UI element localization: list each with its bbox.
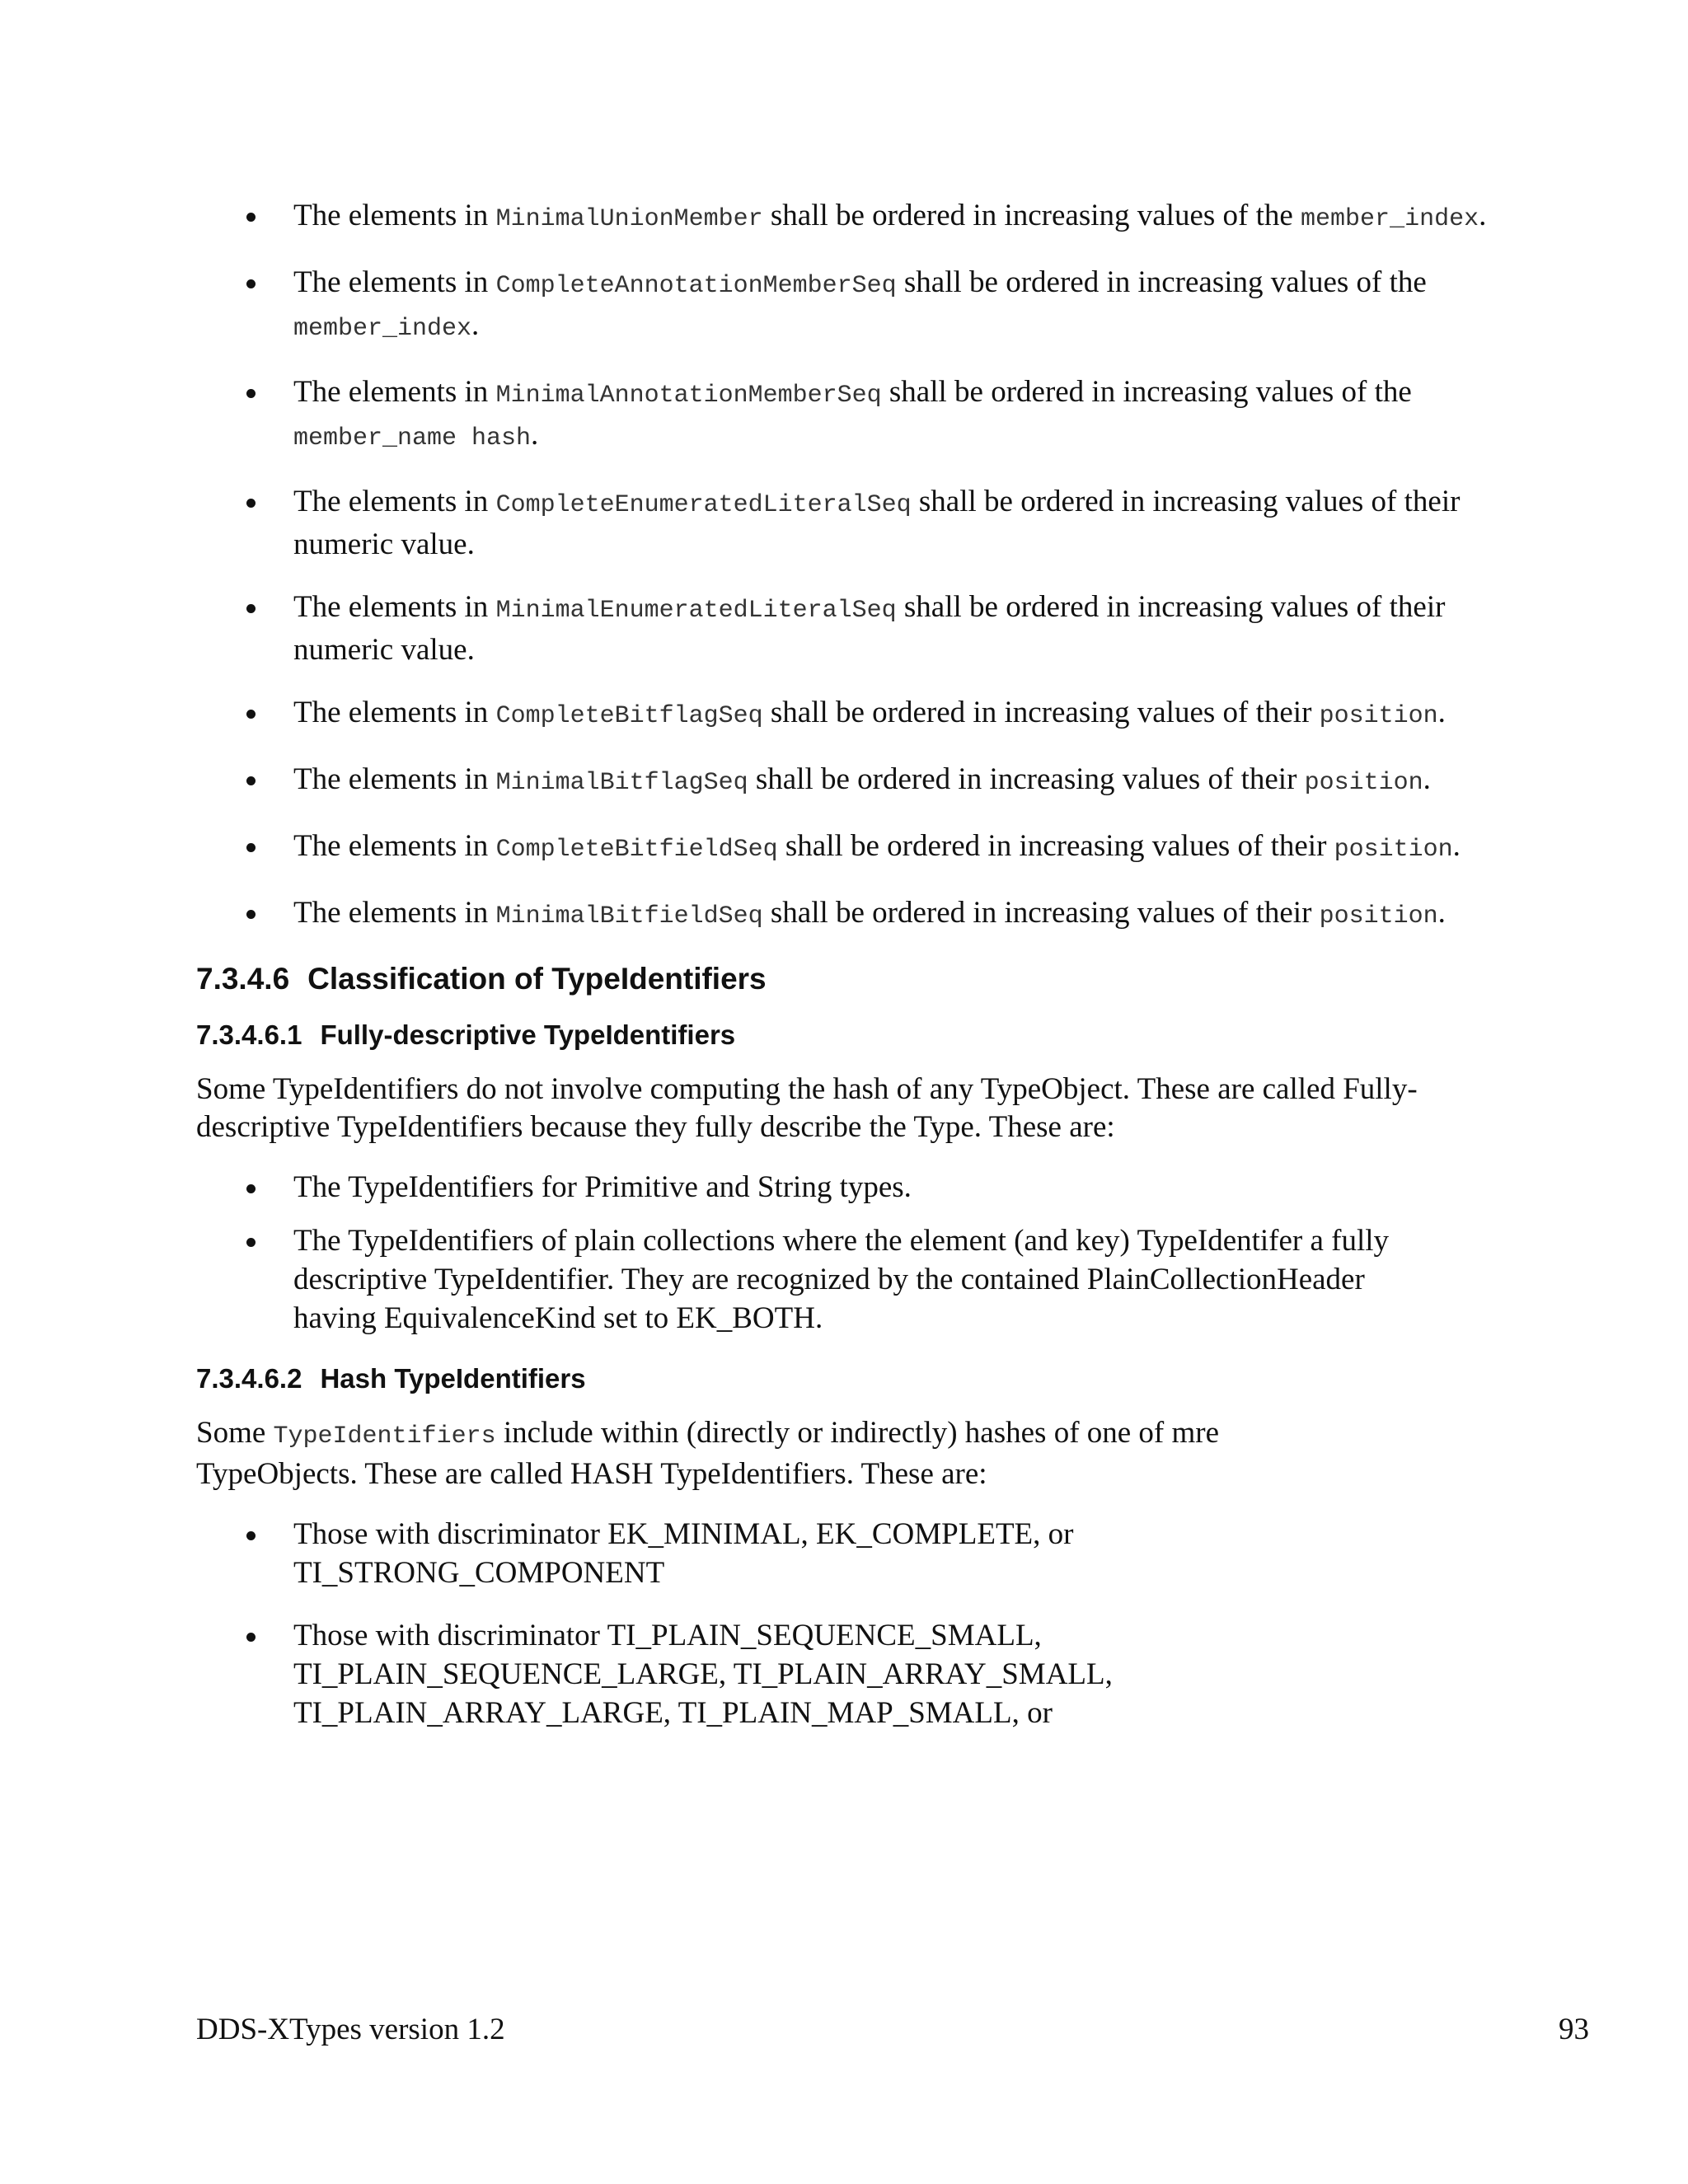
item-text: The elements in xyxy=(293,375,496,409)
subsection-title: Hash TypeIdentifiers xyxy=(320,1363,586,1394)
bullet-icon xyxy=(246,1184,256,1193)
subsection-title: Fully-descriptive TypeIdentifiers xyxy=(320,1019,736,1050)
item-text: The TypeIdentifiers of plain collections where the element (and key) TypeIdentifer a fully descriptive TypeIdentifier. They are recognized by the contained PlainCollectionHeader having EquivalenceKind set to EK_BOTH. xyxy=(293,1224,1390,1335)
bullet-icon xyxy=(246,499,256,508)
bullet-icon xyxy=(246,279,256,288)
bullet-icon xyxy=(246,843,256,852)
list-item xyxy=(196,1221,1447,1338)
code-term: position xyxy=(1319,902,1438,930)
item-text: . xyxy=(1437,696,1446,729)
code-term: MinimalBitfieldSeq xyxy=(495,902,763,930)
item-text: shall be ordered in increasing values of their xyxy=(762,696,1320,729)
code-term: position xyxy=(1304,769,1423,797)
item-text: shall be ordered in increasing values of their numeric value. xyxy=(293,485,1461,561)
item-text: shall be ordered in increasing values of their xyxy=(748,762,1305,796)
paragraph-text: include within (directly or indirectly) hashes of one of mre TypeObjects. These are called HASH TypeIdentifiers. These are: xyxy=(196,1416,1220,1491)
item-text: . xyxy=(1452,829,1461,863)
code-term: TypeIdentifiers xyxy=(273,1422,496,1451)
code-term: MinimalUnionMember xyxy=(495,205,763,233)
item-text: The elements in xyxy=(293,485,496,518)
bullet-icon xyxy=(246,604,256,613)
list-item xyxy=(196,588,1497,669)
list-item xyxy=(196,760,1497,803)
item-text: shall be ordered in increasing values of the xyxy=(762,199,1301,232)
item-text: . xyxy=(1479,199,1487,232)
bullet-icon xyxy=(246,910,256,919)
code-term: MinimalAnnotationMemberSeq xyxy=(495,382,882,410)
item-text: shall be ordered in increasing values of the xyxy=(896,265,1427,299)
fully-descriptive-list xyxy=(196,1168,1482,1338)
item-text: . xyxy=(1423,762,1431,796)
bullet-icon xyxy=(246,389,256,398)
item-text: The elements in xyxy=(293,199,496,232)
item-text: . xyxy=(471,308,480,342)
bullet-icon xyxy=(246,1531,256,1540)
code-term: MinimalBitflagSeq xyxy=(495,769,748,797)
item-text: Those with discriminator EK_MINIMAL, EK_COMPLETE, or TI_STRONG_COMPONENT xyxy=(293,1517,1074,1590)
code-term: member_index xyxy=(1301,205,1479,233)
list-item xyxy=(196,827,1497,869)
item-text: The TypeIdentifiers for Primitive and String types. xyxy=(293,1170,912,1204)
item-text: The elements in xyxy=(293,696,496,729)
item-text: shall be ordered in increasing values of their xyxy=(777,829,1334,863)
code-term: position xyxy=(1334,836,1453,864)
list-item xyxy=(196,1616,1241,1732)
item-text: The elements in xyxy=(293,896,496,930)
code-term: CompleteBitfieldSeq xyxy=(495,836,778,864)
item-text: The elements in xyxy=(293,762,496,796)
list-item xyxy=(196,1515,1241,1592)
item-text: . xyxy=(531,418,539,452)
item-text: The elements in xyxy=(293,829,496,863)
list-item xyxy=(196,263,1497,349)
ordering-rules-list xyxy=(196,196,1487,936)
list-item xyxy=(196,373,1505,458)
code-term: position xyxy=(1319,702,1438,730)
item-text: . xyxy=(1437,896,1446,930)
footer-document-title: DDS-XTypes version 1.2 xyxy=(196,2013,505,2046)
subsection-number: 7.3.4.6.1 xyxy=(196,1019,302,1050)
section-number: 7.3.4.6 xyxy=(196,962,290,996)
item-text: Those with discriminator TI_PLAIN_SEQUENCE_SMALL, TI_PLAIN_SEQUENCE_LARGE, TI_PLAIN_ARRAY_SMALL, TI_PLAIN_ARRAY_LARGE, TI_PLAIN_MAP_SMALL, or xyxy=(293,1619,1113,1730)
paragraph: Some TypeIdentifiers do not involve computing the hash of any TypeObject. These are called Fully-descriptive TypeIdentifiers because they fully describe the Type. These are: xyxy=(196,1072,1418,1144)
code-term: member_index xyxy=(293,315,472,343)
page-number: 93 xyxy=(1559,2013,1589,2046)
bullet-icon xyxy=(246,776,256,785)
list-item xyxy=(196,196,1497,239)
section-heading xyxy=(196,960,1482,998)
code-term: CompleteEnumeratedLiteralSeq xyxy=(495,491,912,519)
item-text: shall be ordered in increasing values of the xyxy=(881,375,1412,409)
code-term: CompleteAnnotationMemberSeq xyxy=(495,272,897,300)
bullet-icon xyxy=(246,710,256,719)
page-content xyxy=(196,196,1487,1756)
bullet-icon xyxy=(246,1633,256,1642)
list-item xyxy=(196,893,1497,936)
list-item xyxy=(196,1168,1497,1207)
item-text: The elements in xyxy=(293,590,496,624)
paragraph-text: Some xyxy=(196,1416,274,1450)
code-term: MinimalEnumeratedLiteralSeq xyxy=(495,597,897,625)
paragraph xyxy=(196,1414,1383,1493)
list-item xyxy=(196,482,1505,564)
item-text: The elements in xyxy=(293,265,496,299)
subsection-number: 7.3.4.6.2 xyxy=(196,1363,302,1394)
code-term: CompleteBitflagSeq xyxy=(495,702,763,730)
code-term: member_name hash xyxy=(293,424,532,452)
item-text: shall be ordered in increasing values of their numeric value. xyxy=(293,590,1446,667)
section-title: Classification of TypeIdentifiers xyxy=(307,962,767,996)
bullet-icon xyxy=(246,1238,256,1247)
item-text: shall be ordered in increasing values of their xyxy=(762,896,1320,930)
bullet-icon xyxy=(246,213,256,222)
list-item xyxy=(196,693,1497,736)
subsection-heading-fully-descriptive xyxy=(196,1018,1482,1052)
subsection-heading-hash xyxy=(196,1361,1482,1396)
hash-typeidentifiers-list xyxy=(196,1515,1482,1732)
